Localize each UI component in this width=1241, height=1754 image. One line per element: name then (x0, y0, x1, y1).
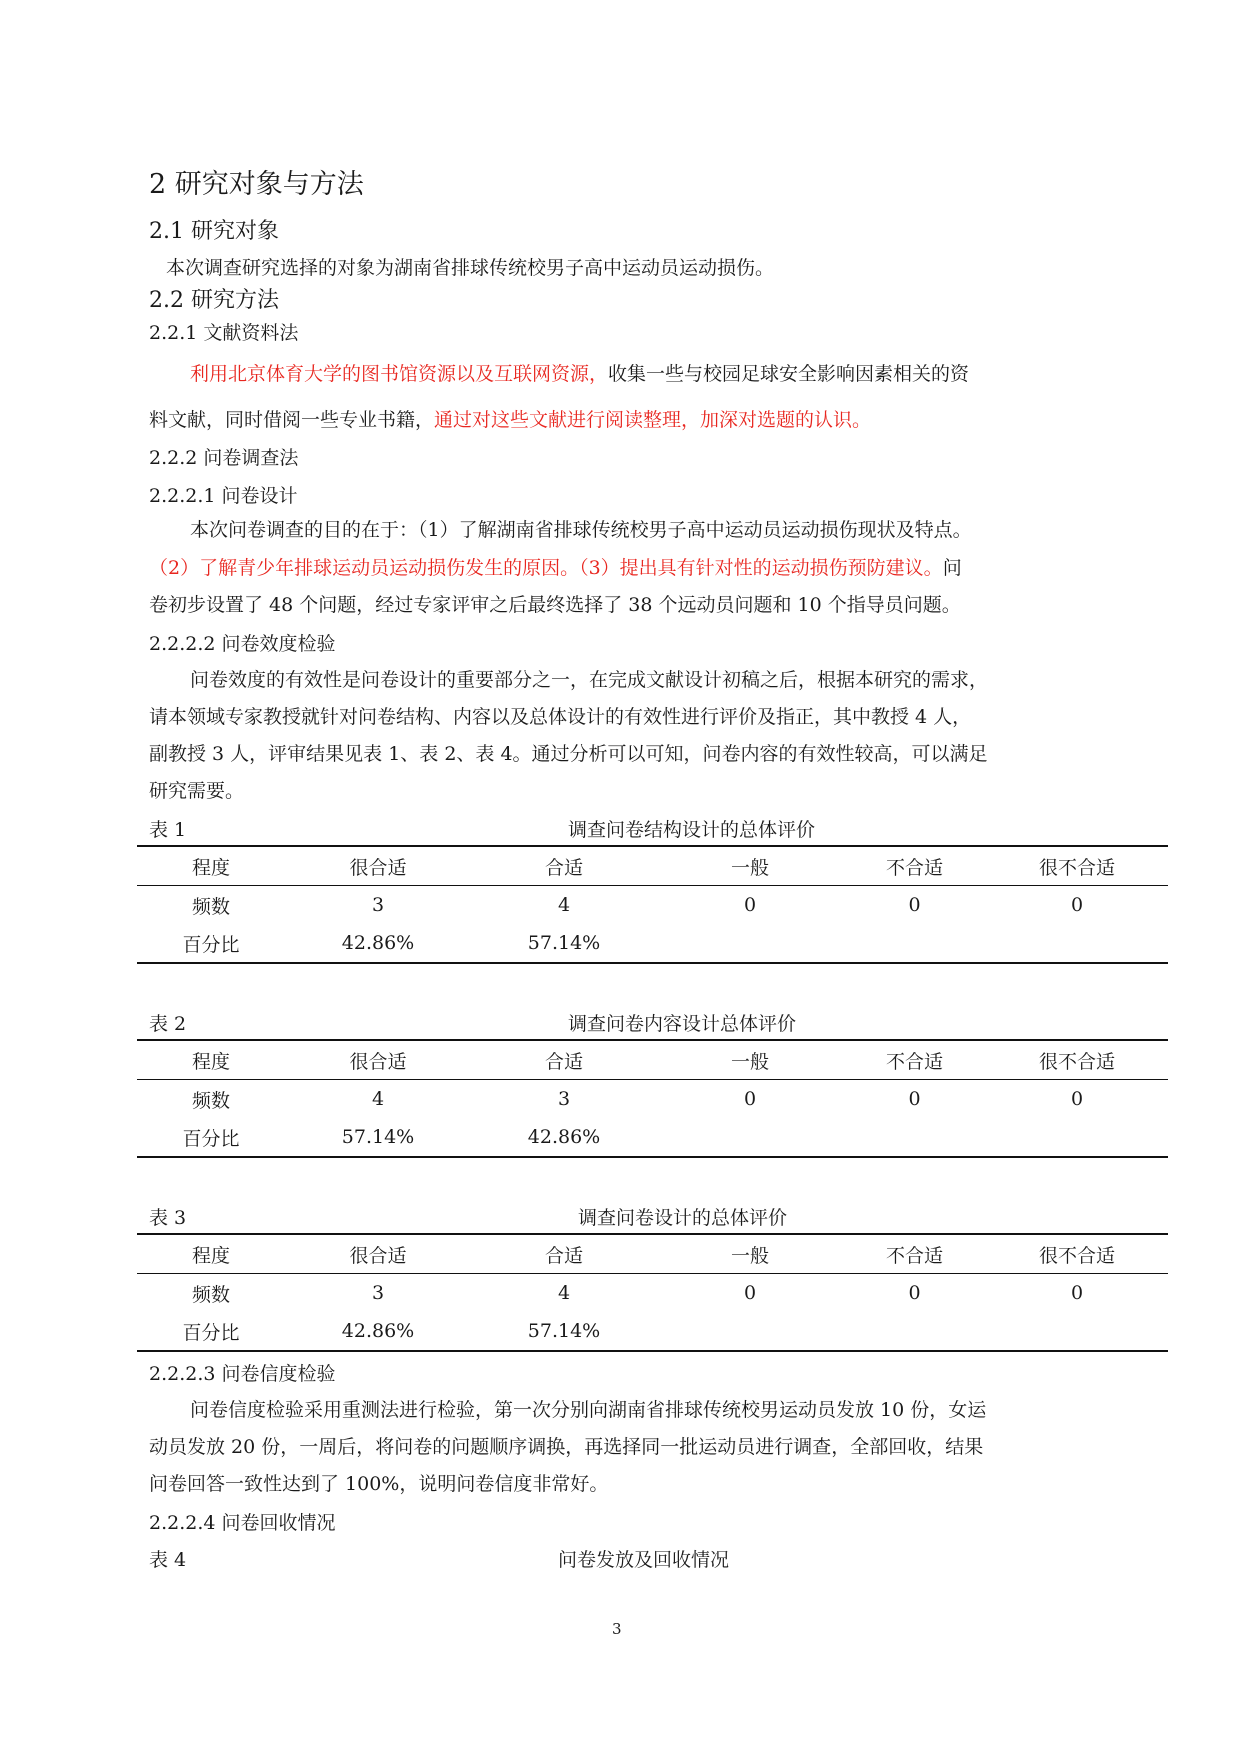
paragraph-2-2-2-1-line-1: 本次问卷调查的目的在于：（1）了解湖南省排球传统校男子高中运动员运动损伤现状及特点。 (190, 519, 972, 541)
table-header-cell: 很不合适 (986, 1234, 1168, 1274)
table-header-cell: 很不合适 (986, 1040, 1168, 1080)
paragraph-2-2-2-3-line-3: 问卷回答一致性达到了 100%，说明问卷信度非常好。 (149, 1473, 609, 1495)
subsection-title-2-2: 2.2 研究方法 (149, 288, 279, 313)
table-1 (137, 845, 1168, 964)
paragraph-2-2-2-1-line-2 (149, 554, 962, 582)
table-header-cell: 很合适 (285, 1234, 471, 1274)
subsection-title-2-1: 2.1 研究对象 (149, 219, 279, 244)
table-cell: 0 (1070, 1088, 1084, 1110)
table-header-cell: 很合适 (285, 846, 471, 886)
table-cell (843, 1312, 986, 1351)
table-3-title: 调查问卷设计的总体评价 (578, 1207, 788, 1229)
table-2-title: 调查问卷内容设计总体评价 (568, 1013, 797, 1035)
table-cell: 0 (1070, 894, 1084, 916)
table-3 (137, 1233, 1168, 1352)
subsection-title-2-2-1: 2.2.1 文献资料法 (149, 322, 299, 344)
table-cell (657, 1118, 843, 1157)
table-header-cell: 程度 (137, 846, 285, 886)
table-cell: 0 (908, 1088, 921, 1110)
subsection-title-2-2-2-2: 2.2.2.2 问卷效度检验 (149, 633, 336, 655)
table-row (137, 924, 1168, 963)
table-4-title: 问卷发放及回收情况 (558, 1549, 730, 1571)
table-cell: 3 (371, 1282, 385, 1304)
table-header-cell: 程度 (137, 1234, 285, 1274)
table-cell: 3 (371, 894, 385, 916)
table-cell: 42.86% (285, 924, 471, 963)
table-header-cell: 很合适 (285, 1040, 471, 1080)
paragraph-2-2-2-2-line-3: 副教授 3 人，评审结果见表 1、表 2、表 4。通过分析可以可知，问卷内容的有效性较高，可以满足 (149, 743, 988, 765)
table-cell: 0 (743, 1088, 757, 1110)
table-2 (137, 1039, 1168, 1158)
table-3-label: 表 3 (149, 1207, 187, 1229)
table-header-row (137, 846, 1168, 886)
table-row (137, 1274, 1168, 1313)
table-header-cell: 不合适 (843, 1040, 986, 1080)
section-title: 2 研究对象与方法 (149, 169, 364, 200)
table-cell (986, 1118, 1168, 1157)
table-cell: 0 (743, 894, 757, 916)
table-header-cell: 程度 (137, 1040, 285, 1080)
paragraph-2-2-2-3-line-2: 动员发放 20 份，一周后，将问卷的问题顺序调换，再选择同一批运动员进行调查，全部回收，结果 (149, 1436, 984, 1458)
paragraph-2-2-2-2-line-2: 请本领域专家教授就针对问卷结构、内容以及总体设计的有效性进行评价及指正，其中教授 4 人， (149, 706, 972, 728)
table-cell: 57.14% (471, 1312, 657, 1351)
table-cell: 0 (908, 894, 921, 916)
table-row (137, 1118, 1168, 1157)
table-header-cell: 很不合适 (986, 846, 1168, 886)
subsection-title-2-2-2-3: 2.2.2.3 问卷信度检验 (149, 1363, 336, 1385)
table-cell: 0 (743, 1282, 757, 1304)
table-cell: 频数 (191, 1089, 230, 1112)
table-header-cell: 不合适 (843, 1234, 986, 1274)
table-cell: 频数 (191, 1283, 230, 1306)
table-2-label: 表 2 (149, 1013, 187, 1035)
table-cell: 57.14% (471, 924, 657, 963)
table-header-row (137, 1040, 1168, 1080)
paragraph-2-2-1-line-2 (149, 406, 871, 434)
paragraph-2-1: 本次调查研究选择的对象为湖南省排球传统校男子高中运动员运动损伤。 (166, 257, 775, 279)
table-cell: 3 (557, 1088, 571, 1110)
paragraph-2-2-2-2-line-1: 问卷效度的有效性是问卷设计的重要部分之一，在完成文献设计初稿之后，根据本研究的需求， (190, 669, 989, 691)
table-cell: 百分比 (137, 1312, 285, 1351)
table-cell (986, 1312, 1168, 1351)
body-text: 问 (942, 557, 962, 579)
page-number: 3 (612, 1620, 622, 1638)
table-header-cell: 一般 (657, 1234, 843, 1274)
table-cell: 4 (371, 1088, 385, 1110)
subsection-title-2-2-2: 2.2.2 问卷调查法 (149, 447, 299, 469)
table-4-label: 表 4 (149, 1549, 187, 1571)
body-text: 收集一些与校园足球安全影响因素相关的资 (608, 363, 970, 385)
table-header-cell: 不合适 (843, 846, 986, 886)
table-cell: 0 (1070, 1282, 1084, 1304)
table-cell: 4 (557, 894, 571, 916)
table-cell: 42.86% (285, 1312, 471, 1351)
table-cell (657, 1312, 843, 1351)
paragraph-2-2-2-3-line-1: 问卷信度检验采用重测法进行检验，第一次分别向湖南省排球传统校男运动员发放 10 份，女运 (190, 1399, 987, 1421)
table-1-title: 调查问卷结构设计的总体评价 (568, 819, 816, 841)
table-header-cell: 合适 (471, 846, 657, 886)
highlight-text: 利用北京体育大学的图书馆资源以及互联网资源， (190, 363, 609, 385)
table-cell: 4 (557, 1282, 571, 1304)
table-row (137, 1312, 1168, 1351)
body-text: 料文献，同时借阅一些专业书籍， (149, 409, 435, 431)
subsection-title-2-2-2-4: 2.2.2.4 问卷回收情况 (149, 1512, 336, 1534)
table-header-cell: 合适 (471, 1040, 657, 1080)
table-header-row (137, 1234, 1168, 1274)
table-cell: 42.86% (471, 1118, 657, 1157)
table-cell (986, 924, 1168, 963)
table-cell (843, 1118, 986, 1157)
table-cell: 百分比 (137, 1118, 285, 1157)
table-cell: 0 (908, 1282, 921, 1304)
table-header-cell: 一般 (657, 1040, 843, 1080)
table-cell: 57.14% (285, 1118, 471, 1157)
subsection-title-2-2-2-1: 2.2.2.1 问卷设计 (149, 485, 298, 507)
paragraph-2-2-2-1-line-3: 卷初步设置了 48 个问题，经过专家评审之后最终选择了 38 个远动员问题和 10 个指导员问题。 (149, 594, 961, 616)
table-header-cell: 一般 (657, 846, 843, 886)
table-row (137, 1080, 1168, 1119)
table-row (137, 886, 1168, 925)
highlight-text: 通过对这些文献进行阅读整理，加深对选题的认识。 (434, 409, 872, 431)
table-cell (843, 924, 986, 963)
table-cell: 频数 (191, 895, 230, 918)
table-cell: 百分比 (137, 924, 285, 963)
table-header-cell: 合适 (471, 1234, 657, 1274)
table-cell (657, 924, 843, 963)
paragraph-2-2-1-line-1 (190, 360, 969, 388)
table-1-label: 表 1 (149, 819, 187, 841)
paragraph-2-2-2-2-line-4: 研究需要。 (149, 780, 245, 802)
highlight-text: （2）了解青少年排球运动员运动损伤发生的原因。（3）提出具有针对性的运动损伤预防建议。 (149, 557, 943, 579)
